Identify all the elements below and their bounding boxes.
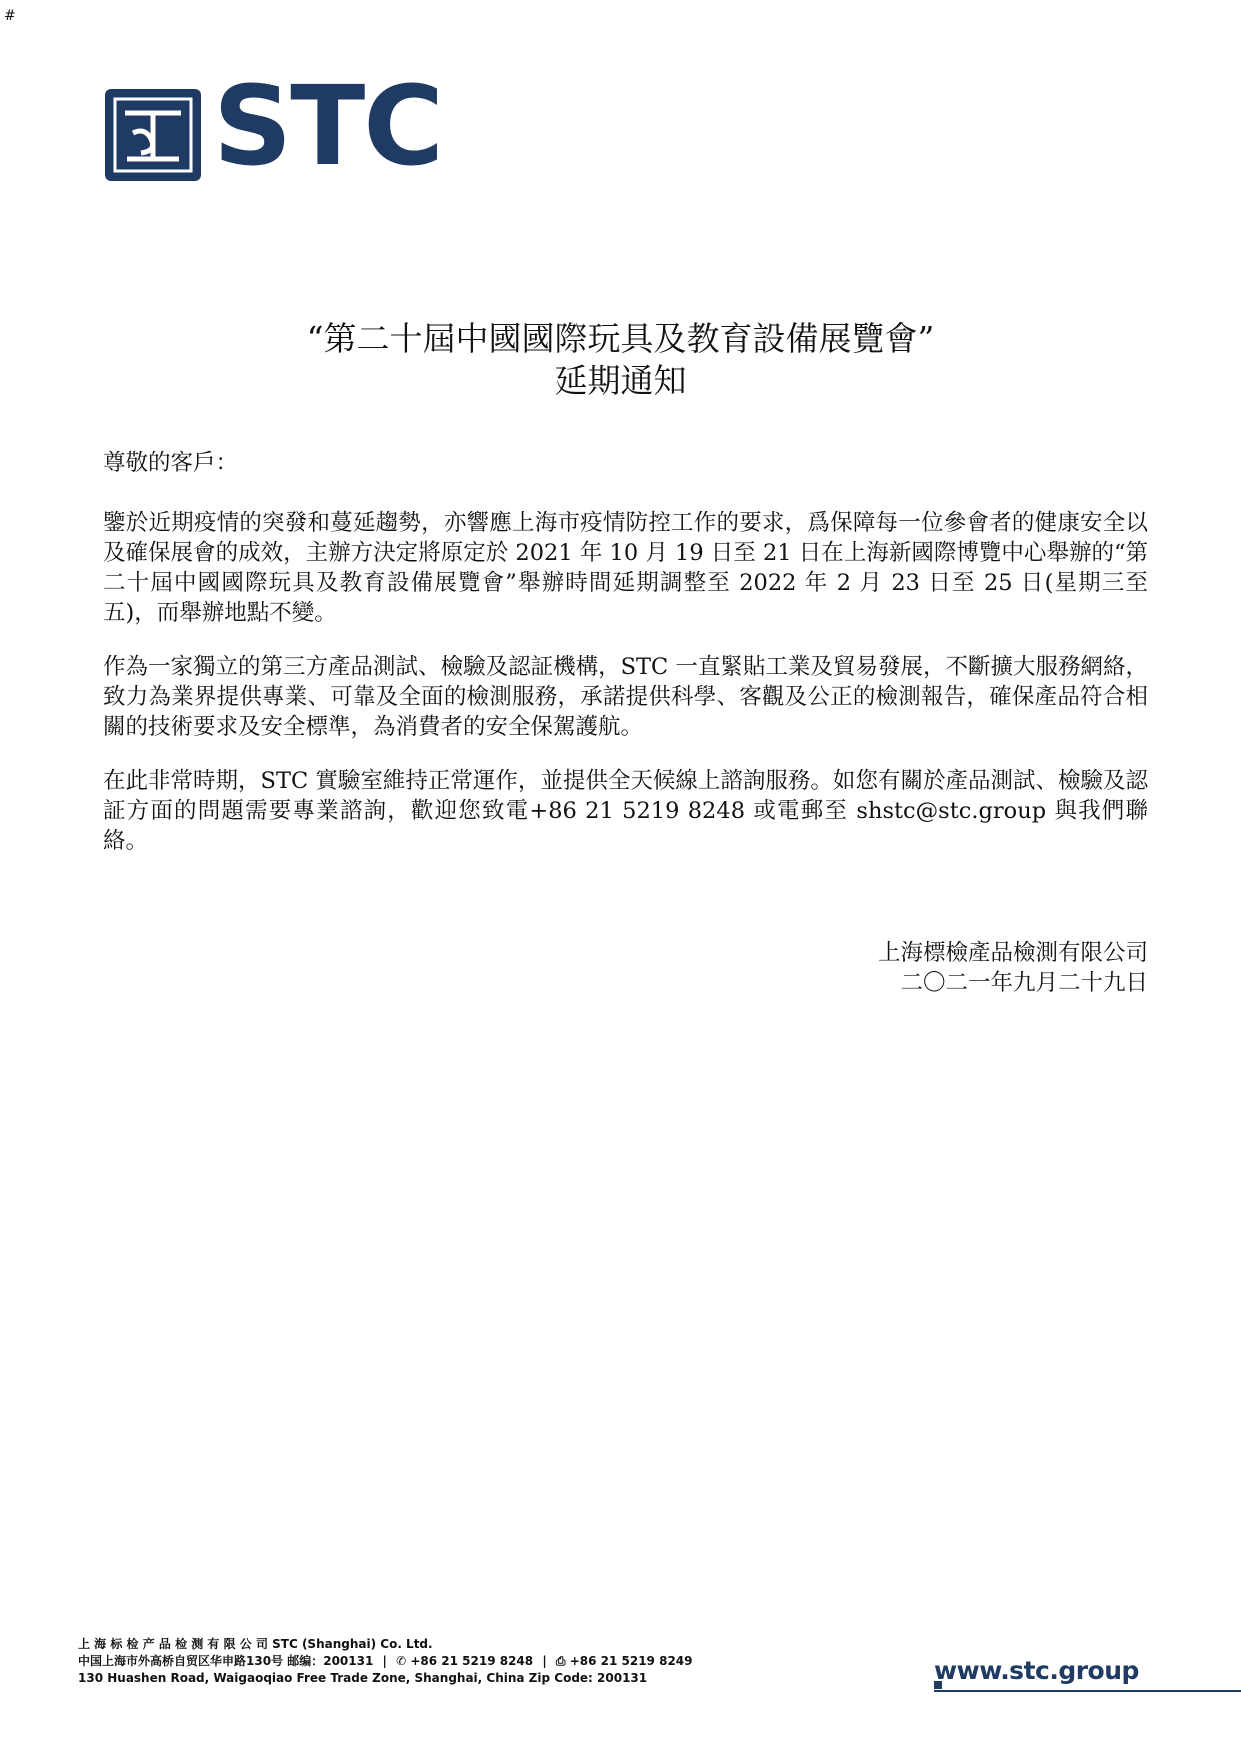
footer-company: 上 海 标 检 产 品 检 测 有 限 公 司 STC (Shanghai) Co. Ltd. xyxy=(78,1637,433,1651)
notice-title: “第二十屆中國國際玩具及教育設備展覽會” xyxy=(306,319,935,358)
notice-subtitle: 延期通知 xyxy=(554,361,687,400)
footer-phone: +86 21 5219 8248 xyxy=(410,1654,534,1668)
signature-block xyxy=(878,938,1148,998)
salutation: 尊敬的客戶： xyxy=(103,450,239,476)
stc-logo-text: STC xyxy=(213,62,442,190)
stc-emblem-icon xyxy=(105,89,201,181)
page-footer xyxy=(78,1636,693,1687)
footer-rule xyxy=(934,1690,1241,1692)
footer-contact-row xyxy=(78,1653,693,1670)
paragraph-contact: 在此非常時期，STC 實驗室維持正常運作，並提供全天候線上諮詢服務。如您有關於產品測試、檢驗及認証方面的問題需要專業諮詢，歡迎您致電+86 21 5219 8248 或電郵至 shstc@stc.group 與我們聯絡。 xyxy=(103,768,1148,854)
corner-mark: # xyxy=(4,8,16,24)
signature-date: 二〇二一年九月二十九日 xyxy=(900,970,1148,996)
footer-address-en: 130 Huashen Road, Waigaoqiao Free Trade Zone, Shanghai, China Zip Code: 200131 xyxy=(78,1671,648,1685)
signature-company: 上海標檢產品檢測有限公司 xyxy=(877,940,1148,966)
footer-address: 中国上海市外高桥自贸区华申路130号 邮编：200131 xyxy=(78,1654,374,1668)
stc-logo xyxy=(105,62,565,190)
footer-fax: +86 21 5219 8249 xyxy=(569,1654,693,1668)
fax-icon: ⎙ xyxy=(555,1654,566,1668)
phone-icon: ✆ xyxy=(396,1654,407,1668)
paragraph-company-intro: 作為一家獨立的第三方產品測試、檢驗及認証機構，STC 一直緊貼工業及貿易發展，不斷擴大服務網絡，致力為業界提供專業、可靠及全面的檢測服務，承諾提供科學、客觀及公正的檢測報告，確保產品符合相關的技術要求及安全標準，為消費者的安全保駕護航。 xyxy=(103,654,1148,740)
paragraph-postponement: 鑒於近期疫情的突發和蔓延趨勢，亦響應上海市疫情防控工作的要求，爲保障每一位參會者的健康安全以及確保展會的成效，主辦方決定將原定於 2021 年 10 月 19 日至 21 日在上海新國際博覽中心舉辦的“第二十屆中國國際玩具及教育設備展覽會”舉辦時間延期調整至 2022 年 2 月 23 日至 25 日(星期三至五)，而舉辦地點不變。 xyxy=(103,510,1148,626)
footer-website: www.stc.group xyxy=(934,1656,1139,1685)
footer-separator: | xyxy=(542,1654,547,1668)
footer-separator: | xyxy=(382,1654,387,1668)
stc-logo-emblem xyxy=(105,89,201,181)
